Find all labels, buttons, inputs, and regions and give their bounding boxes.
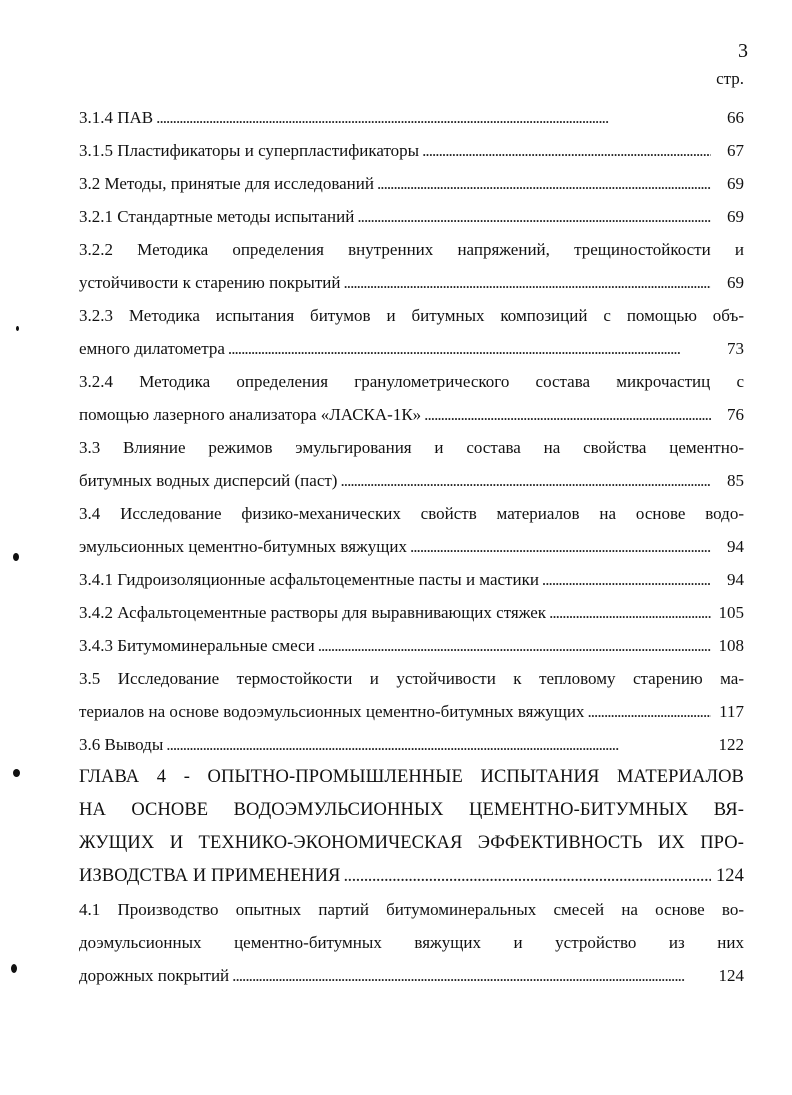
dot-leader	[343, 266, 711, 299]
toc-entry	[79, 497, 744, 563]
toc-line	[79, 530, 744, 563]
toc-line	[79, 398, 744, 431]
toc-entry-title: 3.3 Влияние режимов эмульгирования и состава на свойства цементно-	[79, 438, 744, 457]
toc-entry-title: ГЛАВА 4 - ОПЫТНО-ПРОМЫШЛЕННЫЕ ИСПЫТАНИЯ МАТЕРИАЛОВ	[79, 767, 744, 787]
toc-line	[79, 431, 744, 464]
toc-entry-title: териалов на основе водоэмульсионных цементно-битумных вяжущих	[79, 702, 585, 721]
toc-entry-title: дорожных покрытий	[79, 966, 230, 985]
dot-leader	[422, 134, 711, 167]
dot-leader	[542, 563, 711, 596]
toc-entry-title: ИЗВОДСТВА И ПРИМЕНЕНИЯ	[79, 866, 341, 886]
toc-entry-title: 3.2.1 Стандартные методы испытаний	[79, 207, 355, 226]
toc-entry	[79, 167, 744, 200]
toc-entry-title: 3.1.4 ПАВ	[79, 108, 154, 127]
toc-page-number: 124	[715, 866, 744, 886]
toc-line	[79, 101, 744, 134]
toc-page-number: 94	[727, 537, 744, 556]
toc-entry-title: 3.4 Исследование физико-механических свойств материалов на основе водо-	[79, 504, 744, 523]
scan-mark	[13, 769, 20, 777]
toc-entry	[79, 101, 744, 134]
toc-entry-title: битумных водных дисперсий (паст)	[79, 471, 338, 490]
toc-entry	[79, 134, 744, 167]
toc-line	[79, 233, 744, 266]
scan-mark	[13, 553, 19, 561]
toc-page-number: 105	[718, 603, 744, 622]
dot-leader	[232, 959, 711, 992]
toc-page-number: 69	[727, 273, 744, 292]
toc-entry	[79, 629, 744, 662]
dot-leader	[424, 398, 711, 431]
dot-leader	[318, 629, 711, 662]
toc-entry	[79, 563, 744, 596]
toc-line	[79, 926, 744, 959]
toc-line	[79, 662, 744, 695]
toc-line	[79, 563, 744, 596]
toc-entry-title: 3.2 Методы, принятые для исследований	[79, 174, 374, 193]
toc-page-number: 73	[727, 339, 744, 358]
toc-entry	[79, 662, 744, 728]
toc-line	[79, 827, 744, 860]
dot-leader	[340, 464, 711, 497]
page-number: 3	[738, 40, 748, 62]
toc-line	[79, 629, 744, 662]
toc-line	[79, 860, 744, 893]
toc-entry-title: 3.1.5 Пластификаторы и суперпластификаторы	[79, 141, 420, 160]
toc-entry	[79, 200, 744, 233]
toc-line	[79, 200, 744, 233]
dot-leader	[357, 200, 711, 233]
dot-leader	[344, 860, 712, 893]
toc-entry-title: 3.2.4 Методика определения гранулометрического состава микрочастиц с	[79, 372, 744, 391]
toc-page-number: 124	[718, 966, 744, 985]
toc-entry-title: 3.5 Исследование термостойкости и устойчивости к тепловому старению ма-	[79, 669, 744, 688]
dot-leader	[410, 530, 711, 563]
toc-page-number: 94	[727, 570, 744, 589]
toc-entry	[79, 299, 744, 365]
dot-leader	[377, 167, 711, 200]
scan-mark	[11, 964, 17, 973]
toc-line	[79, 959, 744, 992]
toc-entry-title: 3.6 Выводы	[79, 735, 164, 754]
toc-entry	[79, 893, 744, 992]
toc-line	[79, 332, 744, 365]
toc-page-number: 67	[727, 141, 744, 160]
toc-entry-title: 4.1 Производство опытных партий битумоминеральных смесей на основе во-	[79, 900, 744, 919]
toc-line	[79, 266, 744, 299]
dot-leader	[587, 695, 711, 728]
toc-entry-title: доэмульсионных цементно-битумных вяжущих и устройство из них	[79, 933, 744, 952]
toc-entry	[79, 365, 744, 431]
toc-line	[79, 464, 744, 497]
dot-leader	[549, 596, 711, 629]
toc-entry-title: устойчивости к старению покрытий	[79, 273, 341, 292]
toc-entry-title: помощью лазерного анализатора «ЛАСКА-1К»	[79, 405, 422, 424]
toc-entry	[79, 728, 744, 761]
scan-mark	[16, 326, 19, 331]
page-column-header: стр.	[716, 69, 744, 88]
toc-entry-title: 3.2.2 Методика определения внутренних напряжений, трещиностойкости и	[79, 240, 744, 259]
toc-line	[79, 167, 744, 200]
toc-line	[79, 497, 744, 530]
toc-entry-title: емного дилатометра	[79, 339, 225, 358]
toc-entry-title: эмульсионных цементно-битумных вяжущих	[79, 537, 407, 556]
toc-line	[79, 893, 744, 926]
toc-entry	[79, 596, 744, 629]
toc-entry-title: 3.2.3 Методика испытания битумов и битумных композиций с помощью объ-	[79, 306, 744, 325]
table-of-contents	[79, 101, 744, 992]
toc-page-number: 69	[727, 174, 744, 193]
toc-entry-title: НА ОСНОВЕ ВОДОЭМУЛЬСИОННЫХ ЦЕМЕНТНО-БИТУМНЫХ ВЯ-	[79, 800, 744, 820]
toc-entry-title: 3.4.1 Гидроизоляционные асфальтоцементные пасты и мастики	[79, 570, 539, 589]
toc-page-number: 122	[718, 735, 744, 754]
toc-entry	[79, 233, 744, 299]
toc-page-number: 69	[727, 207, 744, 226]
toc-line	[79, 695, 744, 728]
dot-leader	[228, 332, 711, 365]
toc-line	[79, 365, 744, 398]
toc-entry	[79, 431, 744, 497]
dot-leader	[166, 728, 711, 761]
toc-page-number: 117	[719, 702, 744, 721]
toc-line	[79, 299, 744, 332]
toc-page-number: 66	[727, 108, 744, 127]
toc-line	[79, 728, 744, 761]
toc-chapter-entry	[79, 761, 744, 893]
toc-entry-title: 3.4.2 Асфальтоцементные растворы для выравнивающих стяжек	[79, 603, 547, 622]
toc-page-number: 76	[727, 405, 744, 424]
toc-line	[79, 794, 744, 827]
toc-entry-title: 3.4.3 Битумоминеральные смеси	[79, 636, 315, 655]
toc-page-number: 108	[718, 636, 744, 655]
toc-line	[79, 596, 744, 629]
toc-line	[79, 134, 744, 167]
toc-entry-title: ЖУЩИХ И ТЕХНИКО-ЭКОНОМИЧЕСКАЯ ЭФФЕКТИВНОСТЬ ИХ ПРО-	[79, 833, 744, 853]
toc-page-number: 85	[727, 471, 744, 490]
dot-leader	[156, 101, 711, 134]
toc-line	[79, 761, 744, 794]
